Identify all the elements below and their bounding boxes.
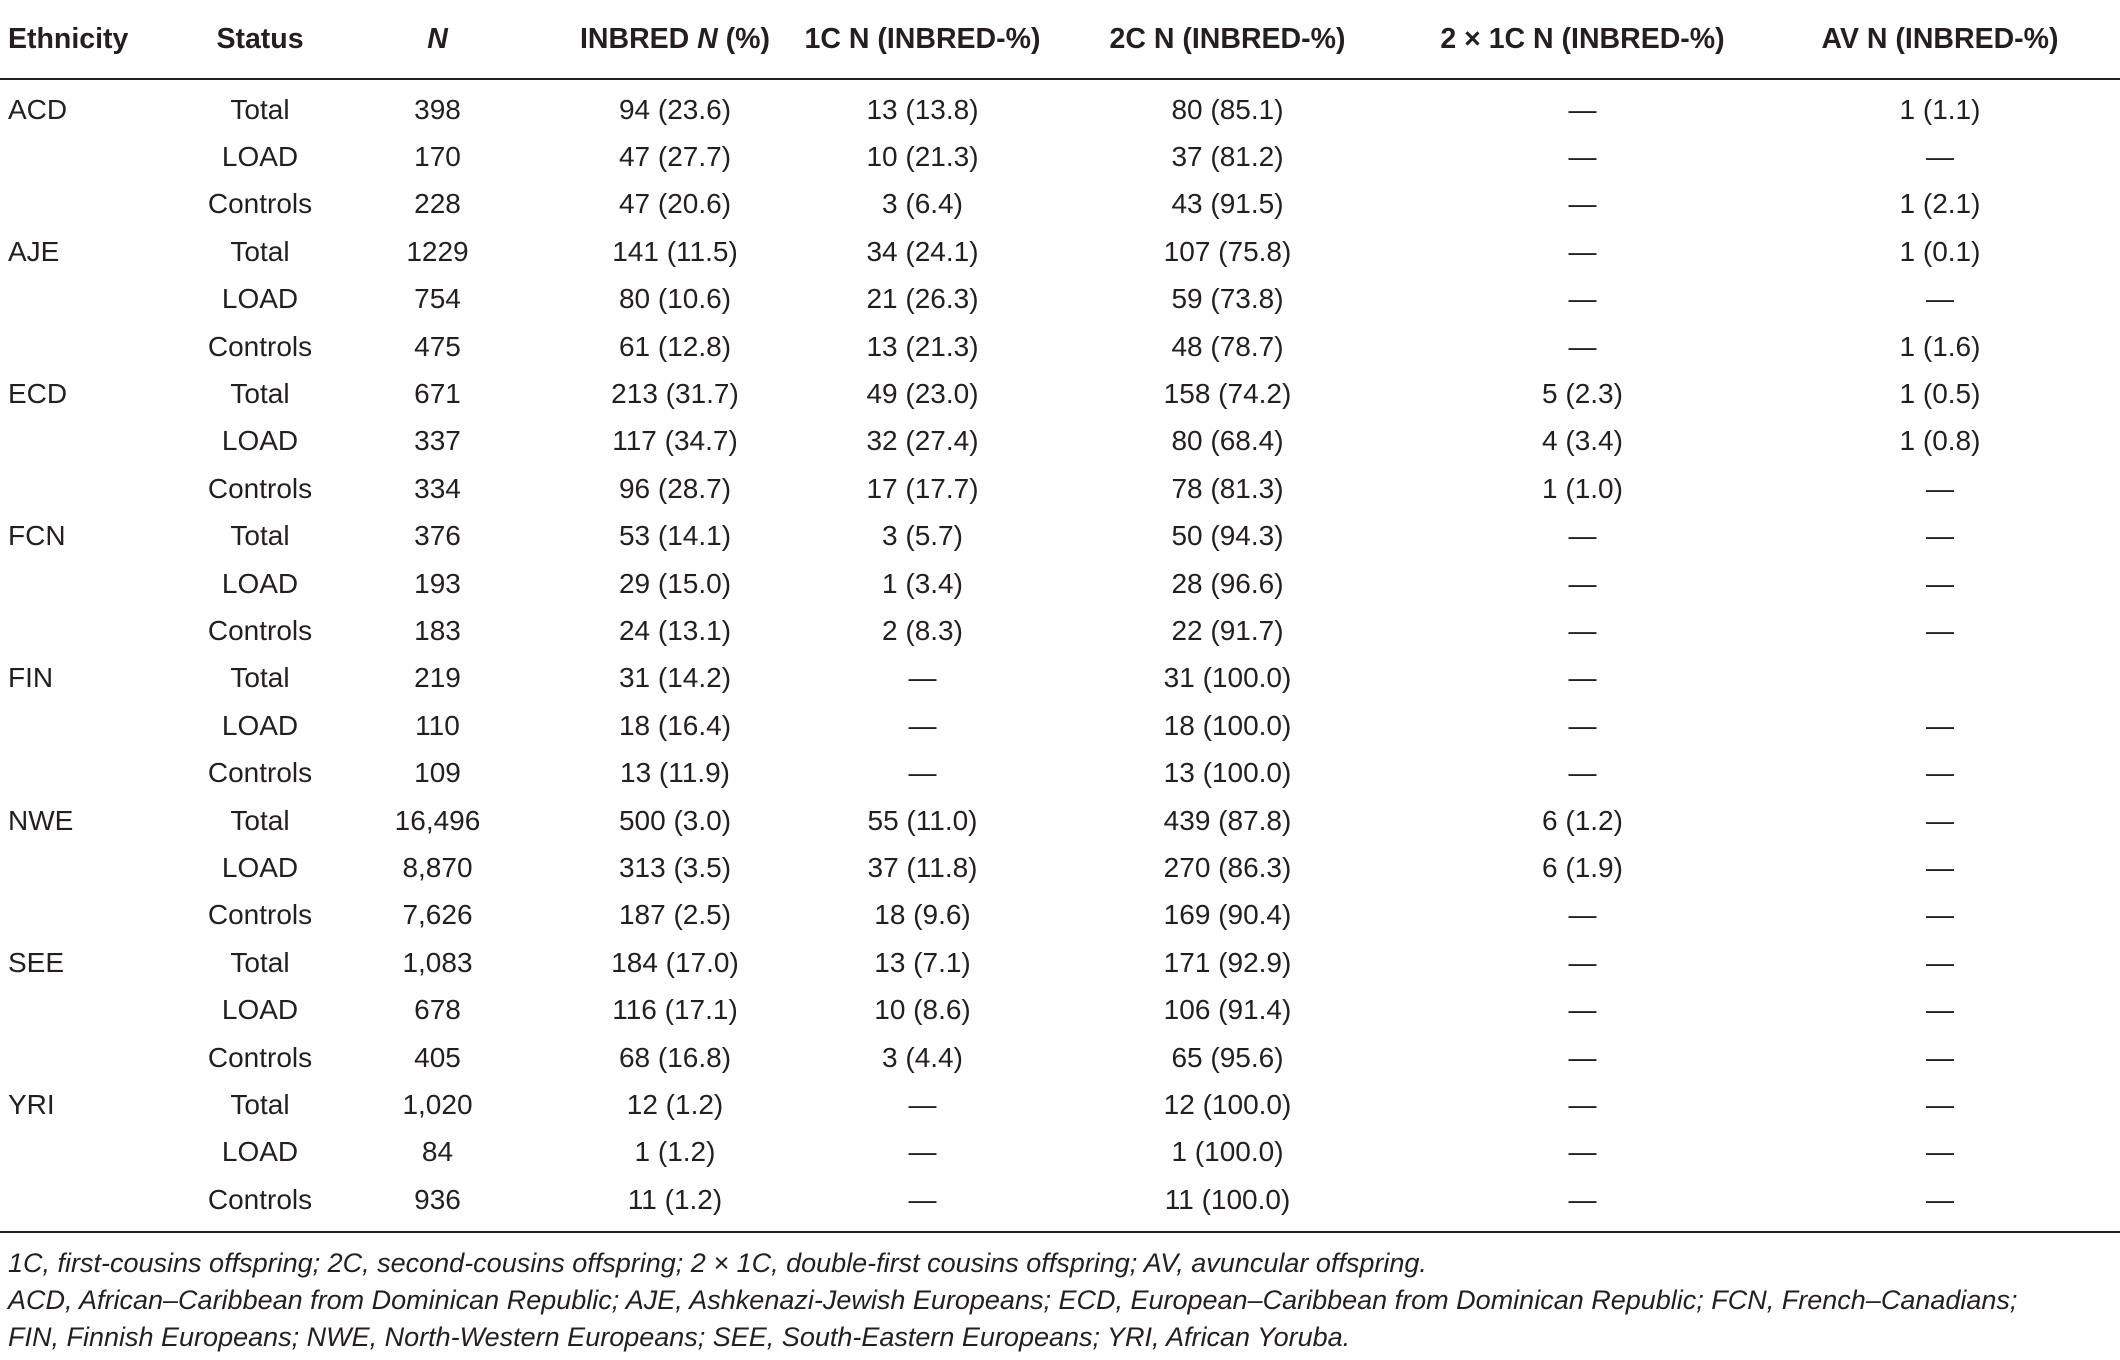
- cell-avuncular: —: [1926, 1136, 1954, 1168]
- footnote-ethnicities-1: ACD, African–Caribbean from Dominican Republic; AJE, Ashkenazi-Jewish Europeans; ECD, European–Caribbean from Dominican Republic; FCN, French–Canadians;: [8, 1285, 2018, 1315]
- cell-first-cousins: 3 (4.4): [882, 1041, 963, 1073]
- cell-second-cousins: 28 (96.6): [1171, 567, 1284, 599]
- cell-double-first-cousins: —: [1568, 93, 1597, 125]
- table-row: [0, 276, 2120, 323]
- cell-second-cousins: 107 (75.8): [1163, 235, 1292, 267]
- table-row: [0, 749, 2120, 796]
- cell-n: 219: [414, 662, 461, 694]
- cell-ethnicity: [0, 607, 200, 654]
- cell-avuncular: —: [1926, 946, 1954, 978]
- header-inbred-n: N: [697, 22, 718, 55]
- cell-inbred: 141 (11.5): [612, 235, 738, 267]
- cell-second-cousins: 31 (100.0): [1163, 662, 1292, 694]
- cell-double-first-cousins: —: [1568, 188, 1597, 220]
- cell-inbred: 213 (31.7): [611, 378, 739, 410]
- table-row: [0, 1081, 2120, 1128]
- cell-second-cousins: 270 (86.3): [1163, 851, 1292, 883]
- cell-n: 193: [414, 567, 461, 599]
- cell-avuncular: —: [1926, 757, 1954, 789]
- cell-double-first-cousins: —: [1568, 1136, 1597, 1168]
- cell-inbred: 61 (12.8): [618, 330, 732, 362]
- cell-n: 1,083: [402, 946, 473, 978]
- cell-double-first-cousins: 1 (1.0): [1542, 472, 1623, 504]
- cell-double-first-cousins: —: [1568, 1041, 1597, 1073]
- cell-double-first-cousins: 6 (1.9): [1542, 851, 1623, 883]
- cell-double-first-cousins: 5 (2.3): [1542, 378, 1623, 410]
- cell-status: Total: [230, 946, 290, 978]
- cell-ethnicity: FCN: [8, 520, 66, 552]
- cell-first-cousins: —: [908, 1136, 937, 1168]
- cell-inbred: 31 (14.2): [618, 662, 732, 694]
- cell-n: 8,870: [402, 851, 473, 883]
- table-row: [0, 1129, 2120, 1176]
- cell-ethnicity: [0, 844, 200, 891]
- cell-first-cousins: 37 (11.8): [867, 851, 978, 883]
- cell-double-first-cousins: —: [1568, 899, 1597, 931]
- cell-second-cousins: 13 (100.0): [1163, 757, 1292, 789]
- cell-n: 376: [414, 520, 461, 552]
- table-row: [0, 986, 2120, 1033]
- cell-first-cousins: 32 (27.4): [866, 425, 979, 457]
- cell-double-first-cousins: —: [1568, 994, 1597, 1026]
- cell-double-first-cousins: —: [1568, 330, 1597, 362]
- cell-ethnicity: FIN: [8, 662, 54, 694]
- header-inbred-prefix: INBRED: [579, 22, 698, 55]
- cell-n: 936: [320, 1176, 555, 1232]
- footnote-abbreviations: 1C, first-cousins offspring; 2C, second-cousins offspring; 2 × 1C, double-first cousins offspring; AV, avuncular offspring.: [8, 1248, 1427, 1278]
- cell-avuncular: [1760, 655, 2120, 702]
- cell-avuncular: —: [1926, 1041, 1954, 1073]
- cell-ethnicity: [0, 465, 200, 512]
- table-row: [0, 1176, 2120, 1232]
- cell-n: 475: [414, 330, 461, 362]
- cell-n: 671: [414, 378, 461, 410]
- cell-ethnicity: [0, 560, 200, 607]
- table-row: [0, 323, 2120, 370]
- cell-n: 1229: [406, 235, 469, 267]
- cell-ethnicity: [0, 749, 200, 796]
- cell-n: 16,496: [394, 804, 481, 836]
- cell-inbred: 500 (3.0): [618, 804, 732, 836]
- cell-first-cousins: 21 (26.3): [866, 283, 979, 315]
- table-row: [0, 79, 2120, 133]
- cell-inbred: 47 (20.6): [618, 188, 732, 220]
- cell-avuncular: 1 (1.6): [1899, 330, 1981, 362]
- cell-double-first-cousins: —: [1405, 1176, 1760, 1232]
- cell-inbred: 18 (16.4): [618, 709, 732, 741]
- cell-ethnicity: ACD: [8, 93, 68, 125]
- cell-first-cousins: —: [908, 662, 937, 694]
- header-second-cousins: 2C N (INBRED-%): [1050, 0, 1405, 79]
- cell-status: LOAD: [221, 141, 299, 173]
- cell-ethnicity: [0, 418, 200, 465]
- cell-inbred: 187 (2.5): [618, 899, 732, 931]
- cell-ethnicity: SEE: [8, 946, 65, 978]
- cell-first-cousins: 55 (11.0): [867, 804, 978, 836]
- cell-status: LOAD: [221, 709, 299, 741]
- cell-ethnicity: [0, 323, 200, 370]
- cell-avuncular: 1 (0.5): [1899, 378, 1981, 410]
- cell-inbred: 313 (3.5): [618, 851, 732, 883]
- cell-status: Total: [230, 662, 290, 694]
- cell-ethnicity: [0, 181, 200, 228]
- cell-avuncular: —: [1926, 520, 1954, 552]
- cell-second-cousins: 1 (100.0): [1171, 1136, 1284, 1168]
- cell-ethnicity: NWE: [8, 804, 74, 836]
- header-inbred-suffix: (%): [717, 22, 771, 55]
- cell-first-cousins: 10 (21.3): [866, 141, 979, 173]
- cell-avuncular: —: [1926, 567, 1954, 599]
- cell-status: Controls: [207, 614, 313, 646]
- cell-n: 405: [414, 1041, 461, 1073]
- cell-n: 109: [414, 757, 461, 789]
- cell-status: Controls: [207, 330, 313, 362]
- table-row: [0, 797, 2120, 844]
- cell-first-cousins: 3 (6.4): [882, 188, 963, 220]
- cell-inbred: 184 (17.0): [611, 946, 739, 978]
- cell-second-cousins: 43 (91.5): [1171, 188, 1284, 220]
- table-row: [0, 892, 2120, 939]
- cell-double-first-cousins: —: [1568, 614, 1597, 646]
- cell-n: 183: [414, 614, 461, 646]
- cell-avuncular: —: [1926, 141, 1954, 173]
- cell-inbred: 116 (17.1): [612, 994, 738, 1026]
- cell-avuncular: —: [1926, 614, 1954, 646]
- cell-ethnicity: [0, 276, 200, 323]
- cell-second-cousins: 80 (85.1): [1171, 93, 1284, 125]
- header-double-first-cousins: 2 × 1C N (INBRED-%): [1405, 0, 1760, 79]
- table-row: [0, 370, 2120, 417]
- cell-inbred: 47 (27.7): [618, 141, 732, 173]
- cell-n: 228: [414, 188, 461, 220]
- cell-ethnicity: [0, 133, 200, 180]
- cell-n: 7,626: [402, 899, 473, 931]
- cell-first-cousins: —: [908, 709, 937, 741]
- cell-status: Controls: [207, 472, 313, 504]
- cell-n: 1,020: [402, 1088, 473, 1120]
- cell-status: Controls: [207, 188, 313, 220]
- cell-ethnicity: [0, 1129, 200, 1176]
- cell-status: LOAD: [221, 994, 299, 1026]
- table-row: [0, 655, 2120, 702]
- cell-inbred: 11 (1.2): [555, 1176, 795, 1232]
- header-first-cousins: 1C N (INBRED-%): [795, 0, 1050, 79]
- cell-double-first-cousins: 6 (1.2): [1542, 804, 1623, 836]
- cell-ethnicity: [0, 702, 200, 749]
- cell-inbred: 80 (10.6): [618, 283, 732, 315]
- cell-avuncular: —: [1926, 899, 1954, 931]
- cell-second-cousins: 169 (90.4): [1163, 899, 1292, 931]
- cell-double-first-cousins: —: [1568, 757, 1597, 789]
- cell-n: 84: [421, 1136, 454, 1168]
- cell-second-cousins: 439 (87.8): [1163, 804, 1292, 836]
- cell-double-first-cousins: —: [1568, 946, 1597, 978]
- cell-n: 110: [415, 709, 460, 741]
- cell-inbred: 24 (13.1): [618, 614, 732, 646]
- cell-avuncular: —: [1926, 851, 1954, 883]
- table-row: [0, 465, 2120, 512]
- cell-status: Controls: [200, 1176, 320, 1232]
- cell-avuncular: —: [1760, 1176, 2120, 1232]
- cell-inbred: 117 (34.7): [612, 425, 738, 457]
- cell-avuncular: 1 (1.1): [1899, 93, 1981, 125]
- cell-status: LOAD: [221, 425, 299, 457]
- cell-second-cousins: 22 (91.7): [1171, 614, 1284, 646]
- cell-status: LOAD: [221, 283, 299, 315]
- cell-avuncular: 1 (0.8): [1899, 425, 1981, 457]
- cell-second-cousins: 80 (68.4): [1171, 425, 1284, 457]
- cell-avuncular: —: [1926, 804, 1954, 836]
- footnotes: [8, 1245, 2112, 1356]
- cell-first-cousins: 17 (17.7): [866, 472, 979, 504]
- cell-n: 337: [414, 425, 461, 457]
- table-row: [0, 939, 2120, 986]
- table-row: [0, 560, 2120, 607]
- cell-first-cousins: 13 (13.8): [866, 93, 979, 125]
- cell-first-cousins: —: [908, 757, 937, 789]
- cell-first-cousins: 1 (3.4): [882, 567, 963, 599]
- cell-inbred: 94 (23.6): [618, 93, 732, 125]
- cell-second-cousins: 59 (73.8): [1171, 283, 1284, 315]
- cell-inbred: 13 (11.9): [620, 757, 730, 789]
- cell-first-cousins: 13 (21.3): [866, 330, 979, 362]
- cell-n: 334: [414, 472, 461, 504]
- cell-double-first-cousins: —: [1568, 1088, 1597, 1120]
- table-row: [0, 513, 2120, 560]
- cell-first-cousins: 10 (8.6): [874, 994, 971, 1026]
- cell-inbred: 12 (1.2): [626, 1088, 724, 1120]
- cell-status: Total: [230, 804, 290, 836]
- cell-second-cousins: 65 (95.6): [1171, 1041, 1284, 1073]
- cell-avuncular: —: [1926, 994, 1954, 1026]
- footnote-ethnicities-2: FIN, Finnish Europeans; NWE, North-Western Europeans; SEE, South-Eastern Europeans; YRI, African Yoruba.: [8, 1322, 1351, 1352]
- cell-n: 754: [414, 283, 461, 315]
- table-body: [0, 79, 2120, 1232]
- cell-avuncular: —: [1926, 1088, 1954, 1120]
- table-row: [0, 228, 2120, 275]
- cell-second-cousins: 50 (94.3): [1171, 520, 1284, 552]
- cell-inbred: 53 (14.1): [618, 520, 732, 552]
- table-row: [0, 844, 2120, 891]
- table-row: [0, 607, 2120, 654]
- cell-second-cousins: 48 (78.7): [1171, 330, 1284, 362]
- cell-inbred: 29 (15.0): [618, 567, 732, 599]
- cell-double-first-cousins: —: [1568, 662, 1597, 694]
- cell-status: LOAD: [221, 567, 299, 599]
- cell-inbred: 68 (16.8): [618, 1041, 732, 1073]
- cell-second-cousins: 11 (100.0): [1050, 1176, 1405, 1232]
- cell-first-cousins: 3 (5.7): [882, 520, 963, 552]
- cell-ethnicity: AJE: [8, 235, 60, 267]
- cell-status: LOAD: [221, 1136, 299, 1168]
- cell-ethnicity: ECD: [8, 378, 68, 410]
- cell-n: 678: [414, 994, 461, 1026]
- cell-double-first-cousins: —: [1568, 283, 1597, 315]
- cell-second-cousins: 158 (74.2): [1163, 378, 1292, 410]
- cell-status: Total: [230, 520, 290, 552]
- cell-avuncular: —: [1926, 472, 1954, 504]
- cell-status: Total: [230, 235, 290, 267]
- cell-ethnicity: YRI: [8, 1088, 55, 1120]
- cell-first-cousins: 2 (8.3): [882, 614, 963, 646]
- cell-double-first-cousins: —: [1568, 235, 1597, 267]
- cell-ethnicity: [0, 892, 200, 939]
- cell-double-first-cousins: —: [1568, 141, 1597, 173]
- cell-status: Controls: [207, 1041, 313, 1073]
- cell-inbred: 96 (28.7): [618, 472, 732, 504]
- header-avuncular: AV N (INBRED-%): [1760, 0, 2120, 79]
- cell-double-first-cousins: —: [1568, 567, 1597, 599]
- header-n: N: [320, 0, 555, 79]
- cell-avuncular: —: [1926, 709, 1954, 741]
- cell-double-first-cousins: —: [1568, 709, 1597, 741]
- cell-second-cousins: 106 (91.4): [1163, 994, 1292, 1026]
- header-ethnicity: Ethnicity: [0, 0, 200, 79]
- cell-ethnicity: [0, 986, 200, 1033]
- cell-n: 170: [414, 141, 461, 173]
- cell-first-cousins: 34 (24.1): [866, 235, 979, 267]
- cell-status: Total: [230, 1088, 290, 1120]
- table-row: [0, 418, 2120, 465]
- cell-second-cousins: 171 (92.9): [1163, 946, 1292, 978]
- cell-second-cousins: 37 (81.2): [1171, 141, 1284, 173]
- cell-first-cousins: —: [908, 1088, 937, 1120]
- cell-status: Total: [230, 378, 290, 410]
- cell-first-cousins: 13 (7.1): [874, 946, 971, 978]
- table-row: [0, 133, 2120, 180]
- cell-n: 398: [414, 93, 461, 125]
- header-status: Status: [200, 0, 320, 79]
- cell-inbred: 1 (1.2): [634, 1136, 716, 1168]
- cell-ethnicity: [0, 1034, 200, 1081]
- cell-first-cousins: —: [795, 1176, 1050, 1232]
- cell-status: Controls: [207, 757, 313, 789]
- cell-first-cousins: 18 (9.6): [874, 899, 971, 931]
- cell-double-first-cousins: —: [1568, 520, 1597, 552]
- cell-first-cousins: 49 (23.0): [866, 378, 979, 410]
- header-row: [0, 0, 2120, 79]
- cell-avuncular: —: [1926, 283, 1954, 315]
- cell-second-cousins: 12 (100.0): [1163, 1088, 1292, 1120]
- table-row: [0, 181, 2120, 228]
- cell-status: Controls: [207, 899, 313, 931]
- table-row: [0, 1034, 2120, 1081]
- header-inbred: [555, 0, 795, 79]
- table-row: [0, 702, 2120, 749]
- cell-avuncular: 1 (0.1): [1899, 235, 1981, 267]
- cell-status: LOAD: [221, 851, 299, 883]
- cell-second-cousins: 78 (81.3): [1171, 472, 1284, 504]
- cell-status: Total: [230, 93, 290, 125]
- cell-avuncular: 1 (2.1): [1899, 188, 1981, 220]
- cell-double-first-cousins: 4 (3.4): [1542, 425, 1623, 457]
- cell-ethnicity: [0, 1176, 200, 1232]
- cell-second-cousins: 18 (100.0): [1163, 709, 1292, 741]
